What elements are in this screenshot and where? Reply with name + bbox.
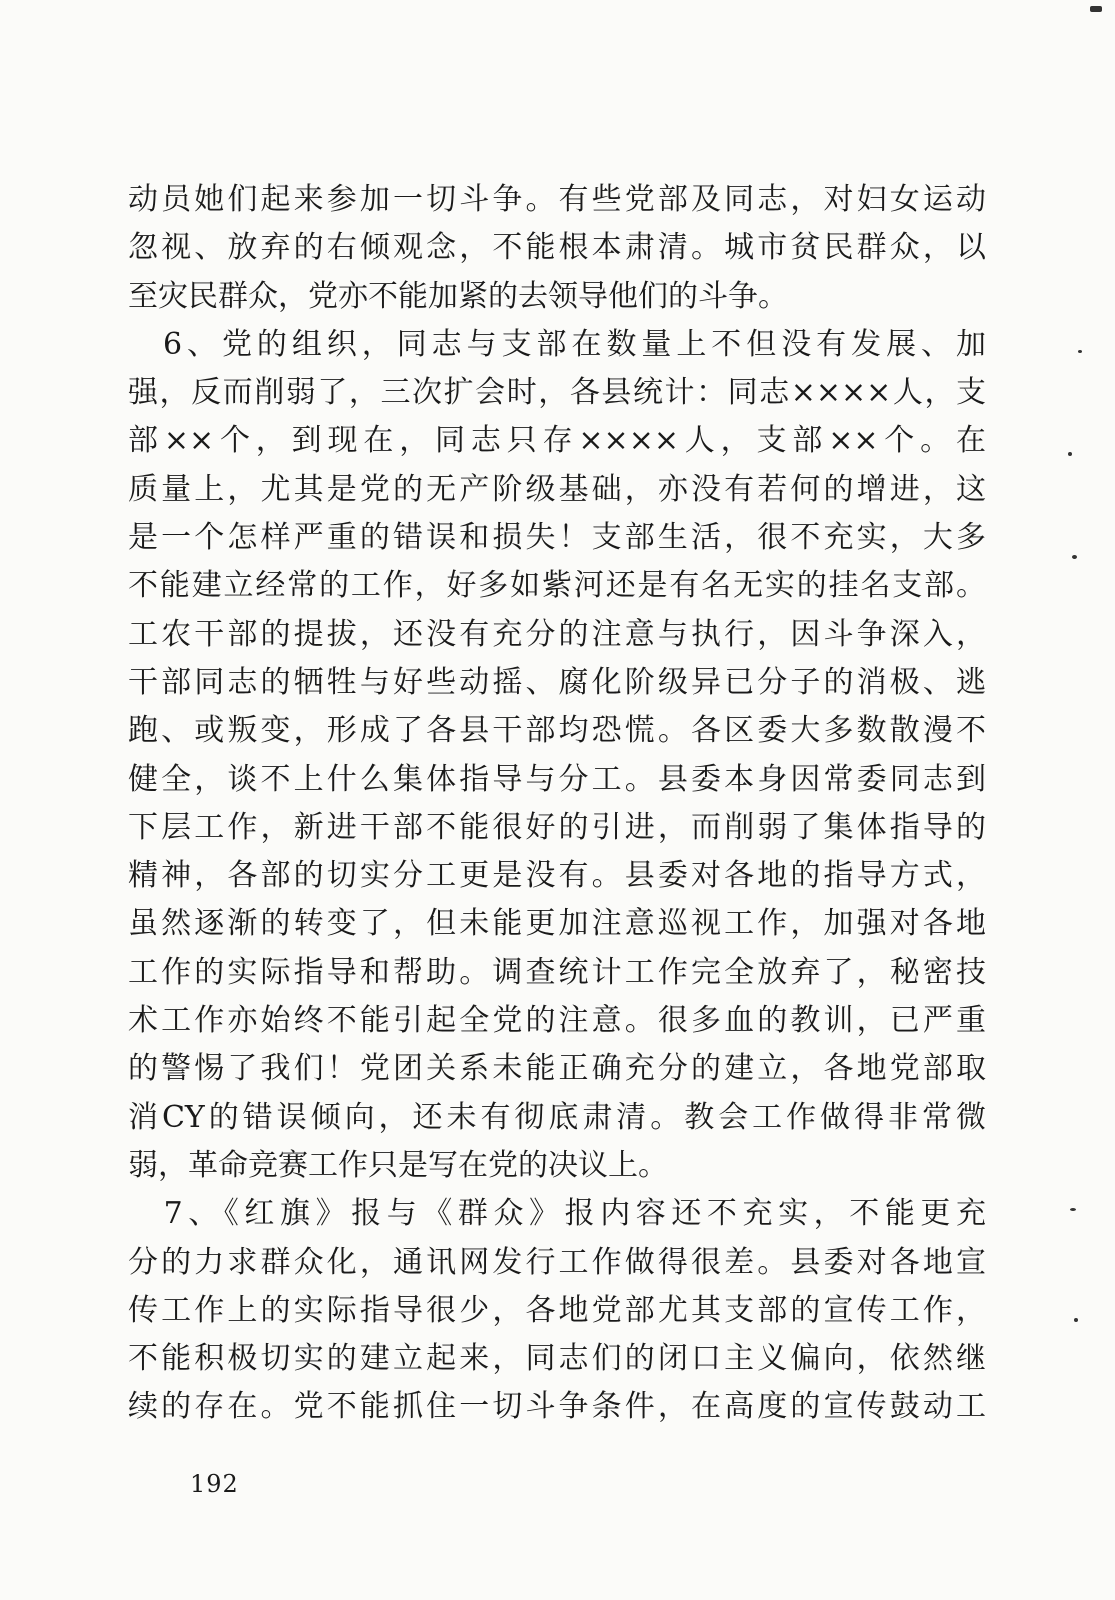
scan-speck <box>1072 555 1077 559</box>
text-line: 消CY的错误倾向，还未有彻底肃清。教会工作做得非常微 <box>128 1099 986 1135</box>
text-line: 传工作上的实际指导很少，各地党部尤其支部的宣传工作， <box>128 1292 986 1328</box>
text-line: 不能积极切实的建立起来，同志们的闭口主义偏向，依然继 <box>128 1341 986 1377</box>
text-line: 不能建立经常的工作，好多如紫河还是有名无实的挂名支部。 <box>128 568 986 604</box>
text-line: 工农干部的提拔，还没有充分的注意与执行，因斗争深入， <box>128 616 986 652</box>
scan-speck <box>1070 1208 1076 1211</box>
text-line: 7、《红旗》报与《群众》报内容还不充实，不能更充 <box>128 1196 986 1232</box>
text-line: 工作的实际指导和帮助。调查统计工作完全放弃了，秘密技 <box>128 954 986 990</box>
text-line: 弱，革命竞赛工作只是写在党的决议上。 <box>128 1147 668 1183</box>
scan-speck <box>1068 452 1072 456</box>
text-line: 至灾民群众，党亦不能加紧的去领导他们的斗争。 <box>128 278 788 314</box>
text-line: 是一个怎样严重的错误和损失！支部生活，很不充实，大多 <box>128 520 986 556</box>
scan-speck <box>1074 1318 1078 1322</box>
text-line: 部××个，到现在，同志只存××××人，支部××个。在 <box>128 423 986 459</box>
text-line: 虽然逐渐的转变了，但未能更加注意巡视工作，加强对各地 <box>128 906 986 942</box>
text-line: 忽视、放弃的右倾观念，不能根本肃清。城市贫民群众，以 <box>128 230 986 266</box>
scan-speck <box>1078 350 1082 353</box>
text-line: 精神，各部的切实分工更是没有。县委对各地的指导方式， <box>128 858 986 894</box>
text-line: 动员她们起来参加一切斗争。有些党部及同志，对妇女运动 <box>128 182 986 217</box>
text-line: 6、党的组织，同志与支部在数量上不但没有发展、加 <box>128 326 986 362</box>
text-line: 干部同志的牺牲与好些动摇、腐化阶级异已分子的消极、逃 <box>128 664 986 700</box>
text-line: 健全，谈不上什么集体指导与分工。县委本身因常委同志到 <box>128 761 986 797</box>
text-line: 跑、或叛变，形成了各县干部均恐慌。各区委大多数散漫不 <box>128 713 986 749</box>
text-line: 强，反而削弱了，三次扩会时，各县统计：同志××××人，支 <box>128 375 986 411</box>
text-line: 术工作亦始终不能引起全党的注意。很多血的教训，已严重 <box>128 1003 986 1039</box>
text-line: 续的存在。党不能抓住一切斗争条件，在高度的宣传鼓动工 <box>128 1389 986 1425</box>
text-line: 的警惕了我们！党团关系未能正确充分的建立，各地党部取 <box>128 1051 986 1087</box>
page-number: 192 <box>190 1470 239 1498</box>
text-line: 分的力求群众化，通讯网发行工作做得很差。县委对各地宣 <box>128 1244 986 1280</box>
body-text <box>128 176 986 1432</box>
text-line: 质量上，尤其是党的无产阶级基础，亦没有若何的增进，这 <box>128 471 986 507</box>
text-line: 下层工作，新进干部不能很好的引进，而削弱了集体指导的 <box>128 809 986 845</box>
scan-speck <box>1090 6 1102 12</box>
